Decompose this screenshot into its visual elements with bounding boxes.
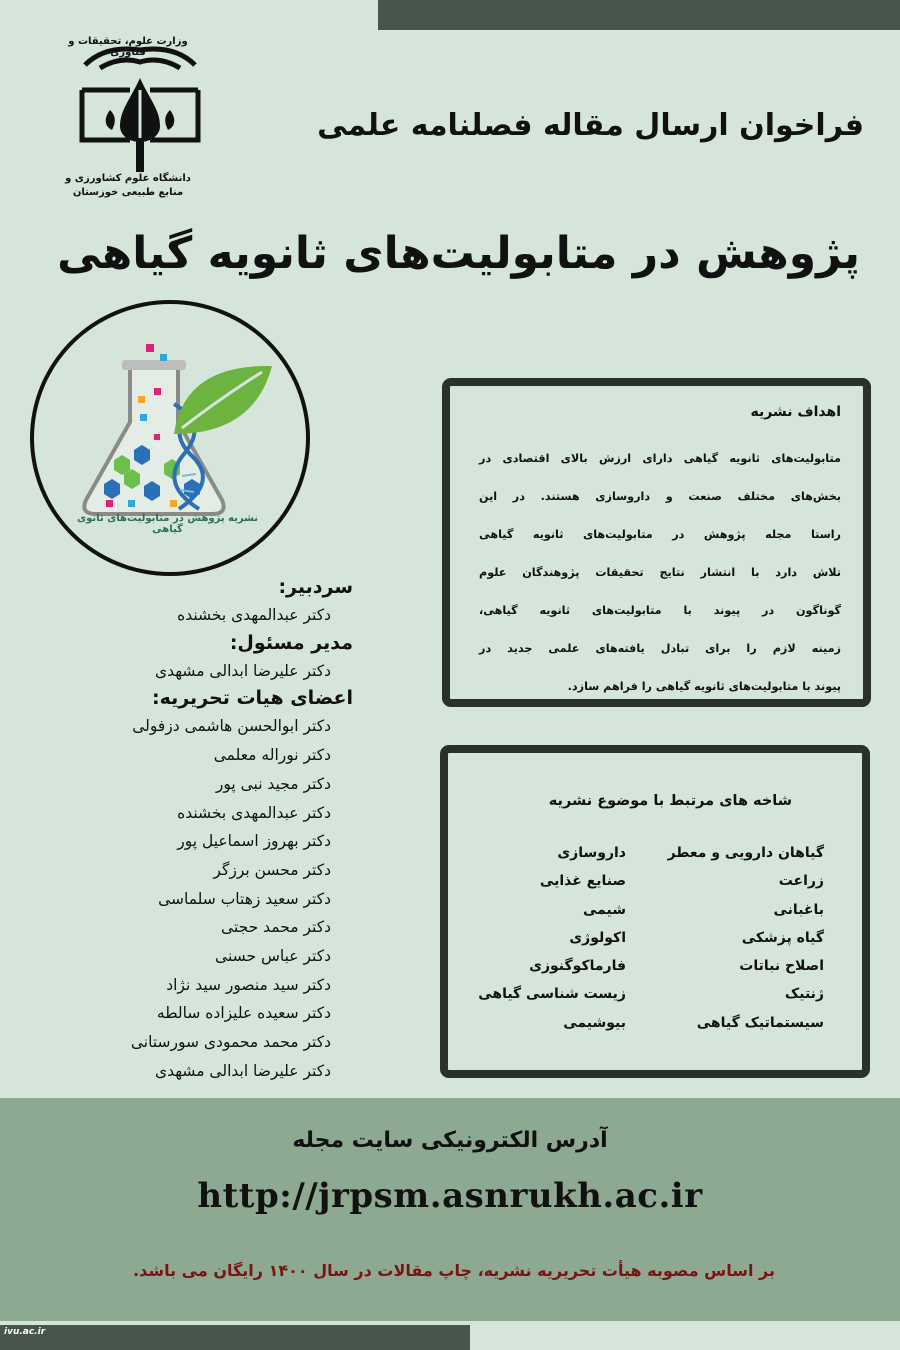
field-item: فارماکوگنوزی: [529, 958, 626, 975]
field-item: زیست شناسی گیاهی: [478, 986, 626, 1003]
field-item: داروسازی: [557, 845, 626, 861]
website-address-label: آدرس الکترونیکی سایت مجله: [292, 1128, 608, 1153]
board-member: دکتر محمد محمودی سورستانی: [130, 1033, 331, 1052]
board-member: دکتر بهروز اسماعیل پور: [177, 832, 331, 851]
board-member: دکتر محمد حجتی: [221, 918, 331, 937]
editor-in-chief-name: دکتر عبدالمهدی بخشنده: [177, 606, 331, 624]
board-member: دکتر سعید زهتاب سلماسی: [158, 889, 331, 908]
field-item: باغبانی: [773, 901, 824, 918]
fields-title: شاخه های مرتبط با موضوع نشریه: [548, 793, 792, 809]
board-member: دکتر سید منصور سید نژاد: [166, 975, 331, 994]
fields-column-right: [668, 839, 824, 1037]
field-item: بیوشیمی: [563, 1014, 626, 1031]
ministry-name: وزارت علوم، تحقیقات و فناوری: [68, 36, 188, 58]
field-item: سیستماتیک گیاهی: [696, 1014, 824, 1031]
university-name: دانشگاه علوم کشاورزی و منابع طبیعی خوزستان: [65, 173, 191, 198]
top-decor-bar: [378, 0, 900, 30]
board-member: دکتر نوراله معلمی: [213, 746, 331, 765]
board-member: دکتر مجید نبی پور: [215, 774, 331, 793]
related-fields-panel: [440, 745, 870, 1078]
field-item: اکولوژی: [569, 929, 626, 946]
goals-line: بخش‌های مختلف صنعت و داروسازی هستند. در این: [479, 490, 841, 503]
managing-director-name: دکتر علیرضا ابدالی مشهدی: [154, 661, 331, 680]
board-member: دکتر سعیده علیزاده سالطه: [156, 1004, 331, 1023]
bottom-decor-bar: [0, 1325, 470, 1350]
emblem-caption: نشریه پژوهش در متابولیت‌های ثانوی گیاهی: [76, 513, 259, 535]
board-member: دکتر محسن برزگر: [213, 860, 331, 879]
field-item: زراعت: [778, 873, 824, 890]
field-item: شیمی: [582, 901, 626, 918]
journal-website-link[interactable]: http://jrpsm.asnrukh.ac.ir: [197, 1176, 703, 1216]
goals-line: گوناگون در پیوند با متابولیت‌های ثانویه گیاهی،: [479, 604, 841, 617]
board-member: دکتر ابوالحسن هاشمی دزفولی: [132, 717, 331, 736]
journal-title: پژوهش در متابولیت‌های ثانویه گیاهی: [57, 228, 860, 279]
field-item: اصلاح نباتات: [739, 958, 824, 975]
field-item: ژنتیک: [784, 986, 824, 1003]
field-item: صنایع غذایی: [539, 873, 626, 890]
goals-line: متابولیت‌های ثانویه گیاهی دارای ارزش بالای اقتصادی در: [479, 452, 841, 465]
call-for-papers-title: فراخوان ارسال مقاله فصلنامه علمی: [317, 108, 864, 143]
fields-column-left: [478, 839, 626, 1037]
goals-line: پیوند با متابولیت‌های ثانویه گیاهی را فراهم سازد.: [567, 680, 841, 693]
board-member: دکتر عبدالمهدی بخشنده: [177, 803, 331, 822]
free-publication-note: بر اساس مصوبه هیأت تحریریه نشریه، چاپ مقالات در سال ۱۴۰۰ رایگان می باشد.: [133, 1261, 775, 1280]
goals-title: اهداف نشریه: [750, 404, 841, 420]
journal-goals-panel: [442, 378, 871, 707]
goals-line: تلاش دارد با انتشار نتایج تحقیقات پژوهندگان علوم: [479, 566, 841, 579]
board-members-label: اعضای هیات تحریریه:: [151, 687, 353, 710]
source-watermark: ivu.ac.ir: [4, 1327, 46, 1337]
goals-line: راستا مجله پژوهش در متابولیت‌های ثانویه گیاهی: [479, 528, 841, 541]
goals-line: زمینه لازم را برای تبادل یافته‌های علمی جدید در: [479, 642, 841, 655]
board-member: دکتر عباس حسنی: [215, 947, 331, 966]
editor-in-chief-label: سردبیر:: [278, 576, 353, 598]
footer-band: [0, 1098, 900, 1321]
field-item: گیاهان دارویی و معطر: [667, 845, 824, 861]
goals-text: [479, 440, 841, 706]
field-item: گیاه پزشکی: [741, 929, 824, 946]
editorial-board: [93, 574, 353, 1086]
board-member: دکتر علیرضا ابدالی مشهدی: [154, 1061, 331, 1080]
managing-director-label: مدیر مسئول:: [229, 631, 353, 654]
